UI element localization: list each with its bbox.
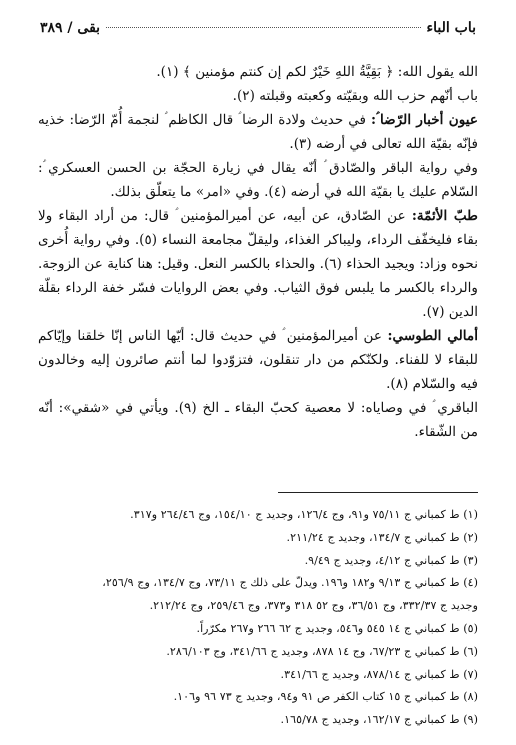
footnote-4-continued: وجديد ج ٣٣٢/٣٧، وج ٣٦/٥١، وج ٥٢ ٣١٨ و٣٧٣، وج ٢٥٩/٤٦، وج ٢١٢/٢٤.: [149, 599, 478, 613]
page-header: [40, 20, 476, 36]
footnote-7: (٧) ط كمباني ج ٨٧٨/١٤، وجديد ج ٣٤١/٦٦.: [280, 667, 478, 681]
source-heading-uyun: عيون أخبار الرّضا ؑ:: [370, 112, 478, 128]
paragraph-quran-verse: الله يقول الله: ﴿ بَقِيَّةُ اللهِ خَيْرٌ لكم إن كنتم مؤمنين ﴾ (١).: [156, 64, 478, 80]
paragraph-uyun: [38, 108, 478, 156]
footnotes: [38, 504, 478, 732]
paragraph-chapter-reference: باب أنّهم حزب الله وبقيّته وكعبته وقبلته (٢).: [232, 88, 478, 104]
chapter-title: باب الباء: [426, 20, 476, 36]
footnote-1: (١) ط كمباني ج ٧٥/١١ و٩١، وج ١٢٦/٤، وجديد ج ١٥٤/١٠، وج ٢٦٤/٤٦ و٣١٧.: [130, 508, 478, 521]
paragraph-amali: [38, 324, 478, 396]
footnote-3: (٣) ط كمباني ج ٤/١٢، وجديد ج ٩/٤٩.: [304, 553, 478, 567]
paragraph-ziyara: وفي رواية الباقر والصّادق ؑ أنّه يقال في زيارة الحجّة بن الحسن العسكري ؑ: السّلام عليك يا بقيّة الله في أرضه (٤). وفي «امر» ما يتعلّق بذلك.: [38, 160, 478, 200]
paragraph-uyun-text: في حديث ولادة الرضا ؑ قال الكاظم ؑ لنجمة أُمّ الرّضا: خذيه فإنّه بقيّة الله تعالى في أرضه (٣).: [38, 112, 478, 152]
footnote-4: (٤) ط كمباني ج ٩/١٣ و١٨٢ و١٩٦. ويدلّ على ذلك ج ٧٣/١١، وج ١٣٤/٧، وج ٢٥٦/٩،: [102, 576, 478, 590]
paragraph-baqiri: الباقري ؑ في وصاياه: لا معصية كحبّ البقاء ـ الخ (٩). ويأتي في «شقي»: أنّه من الشّقاء.: [38, 400, 478, 440]
footnote-9: (٩) ط كمباني ج ١٦٢/١٧، وجديد ج ١٦٥/٧٨.: [280, 713, 478, 727]
footnote-6: (٦) ط كمباني ج ٦٧/٢٣، وج ١٤ ٨٧٨، وجديد ج ٣٤١/٦٦، وج ٢٨٦/١٠٣.: [166, 644, 478, 658]
paragraph-tibb-text: عن الصّادق، عن أبيه، عن أميرالمؤمنين ؑ قال: من أراد البقاء ولا بقاء فليخفّف الرداء، وليباكر الغذاء، وليقلّ مجامعة النساء (٥). وفي رواية أُخرى نحوه وزاد: ويجيد الحذاء (٦). والحذاء بالكسر النعل. وقيل: هنا كناية عن الزوجة. والرداء بالكسر ما يلبس فوق الثياب. وفي بعض الروايات فسّر خفة الرداء بقلّة الدين (٧).: [38, 208, 478, 320]
header-dotted-leader: [106, 27, 420, 28]
paragraph-tibb: [38, 204, 478, 324]
running-head-page-number: بقى / ٣٨٩: [40, 20, 101, 36]
footnote-separator: [278, 492, 478, 493]
source-heading-amali: أمالي الطوسي:: [387, 328, 478, 344]
paragraph-amali-text: عن أميرالمؤمنين ؑ في حديث قال: أيّها الناس إنّا خلقنا وإيّاكم للبقاء لا للفناء. ولكنّكم من دار تنقلون، فتزوّدوا لما أنتم صائرون إليه وخالدون فيه والسّلام (٨).: [38, 328, 478, 392]
footnote-2: (٢) ط كمباني ج ١٣٤/٧، وجديد ج ٢١١/٢٤.: [286, 530, 478, 544]
main-text: [38, 60, 478, 444]
footnote-8: (٨) ط كمباني ج ١٥ كتاب الكفر ص ٩١ و٩٤، وجديد ج ٧٣ ٩٦ و١٠٦.: [173, 690, 478, 704]
source-heading-tibb: طبّ الأئمّة:: [411, 208, 478, 224]
footnote-5: (٥) ط كمباني ج ١٤ ٥٤٥ و٥٤٦، وجديد ج ٦٢ ٢٦٦ و٢٦٧ مكرّراً.: [196, 621, 478, 635]
